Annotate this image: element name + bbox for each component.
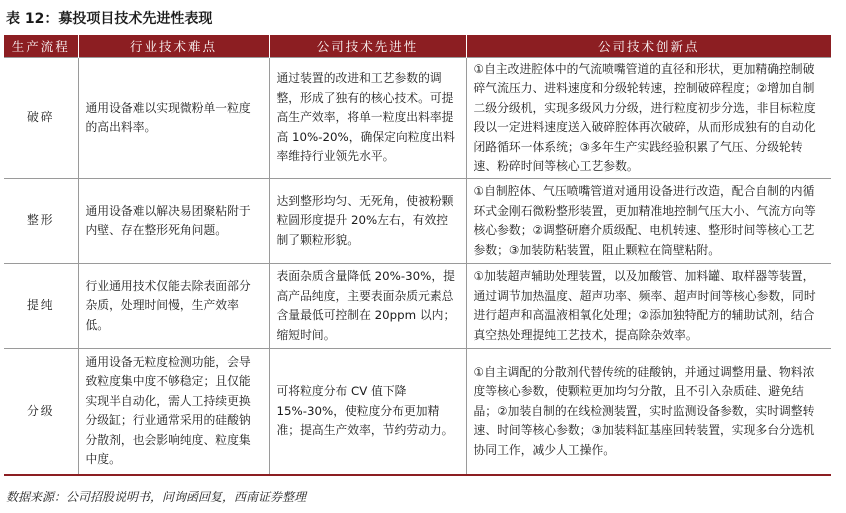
advantage-cell: 通过装置的改进和工艺参数的调整，形成了独有的核心技术。可提高生产效率，将单一粒度出料率提高 10%-20%，确保定向粒度出料率维持行业领先水平。 — [269, 58, 466, 179]
advantage-cell: 可将粒度分布 CV 值下降 15%-30%，使粒度分布更加精准；提高生产效率，节约劳动力。 — [269, 349, 466, 475]
table-row-purification — [4, 264, 831, 349]
header-innovation: 公司技术创新点 — [466, 35, 831, 58]
header-advantage: 公司技术先进性 — [269, 35, 466, 58]
difficulty-cell: 通用设备难以实现微粉单一粒度的高出料率。 — [78, 58, 269, 179]
advantage-cell: 表面杂质含量降低 20%-30%，提高产品纯度，主要表面杂质元素总含量最低可控制在 20ppm 以内；缩短时间。 — [269, 264, 466, 349]
stage-cell: 整形 — [4, 179, 78, 264]
innovation-cell: ①自制腔体、气压喷嘴管道对通用设备进行改造，配合自制的内循环式金刚石微粉整形装置，更加精准地控制气压大小、气流方向等核心参数；②调整研磨介质级配、电机转速、整形时间等核心工艺参数；③加装防粘装置，阻止颗粒在筒壁粘附。 — [466, 179, 831, 264]
data-source-note: 数据来源：公司招股说明书，问询函回复，西南证券整理 — [6, 490, 307, 504]
table-row-shaping — [4, 179, 831, 264]
header-stage: 生产流程 — [4, 35, 78, 58]
difficulty-cell: 行业通用技术仅能去除表面部分杂质，处理时间慢，生产效率低。 — [78, 264, 269, 349]
stage-cell: 提纯 — [4, 264, 78, 349]
table-row-crushing — [4, 58, 831, 179]
innovation-cell: ①自主调配的分散剂代替传统的硅酸钠，并通过调整用量、物料浓度等核心参数，使颗粒更加均匀分散，且不引入杂质硅、避免结晶；②加装自制的在线检测装置，实时监测设备参数，实时调整转速、时间等核心参数；③加装料缸基座回转装置，实现多台分选机协同工作，减少人工操作。 — [466, 349, 831, 475]
stage-cell: 分级 — [4, 349, 78, 475]
table-header-row — [4, 35, 831, 58]
table-row-grading — [4, 349, 831, 475]
difficulty-cell: 通用设备难以解决易团聚粘附于内壁、存在整形死角问题。 — [78, 179, 269, 264]
innovation-cell: ①加装超声辅助处理装置，以及加酸管、加料罐、取样器等装置，通过调节加热温度、超声功率、频率、超声时间等核心参数，同时进行超声和高温液相氧化处理；②添加独特配方的辅助试剂，结合真空热处理提纯工艺技术，提高除杂效率。 — [466, 264, 831, 349]
header-difficulty: 行业技术难点 — [78, 35, 269, 58]
tech-advantage-table — [4, 35, 831, 476]
stage-cell: 破碎 — [4, 58, 78, 179]
advantage-cell: 达到整形均匀、无死角，使被粉颗粒圆形度提升 20%左右，有效控制了颗粒形貌。 — [269, 179, 466, 264]
difficulty-cell: 通用设备无粒度检测功能，会导致粒度集中度不够稳定；且仅能实现半自动化，需人工持续更换分级缸；行业通常采用的硅酸钠分散剂，也会影响纯度、粒度集中度。 — [78, 349, 269, 475]
table-title: 表 12：募投项目技术先进性表现 — [6, 11, 213, 27]
innovation-cell: ①自主改进腔体中的气流喷嘴管道的直径和形状，更加精确控制破碎气流压力、进料速度和分级轮转速，控制破碎程度；②增加自制二级分级机，实现多级风力分级，进行粒度初步分选，非目标粒度段以一定进料速度送入破碎腔体再次破碎，从而形成独有的自动化闭路循环一体系统；③多年生产实践经验积累了气压、分级轮转速、粉碎时间等核心工艺参数。 — [466, 58, 831, 179]
